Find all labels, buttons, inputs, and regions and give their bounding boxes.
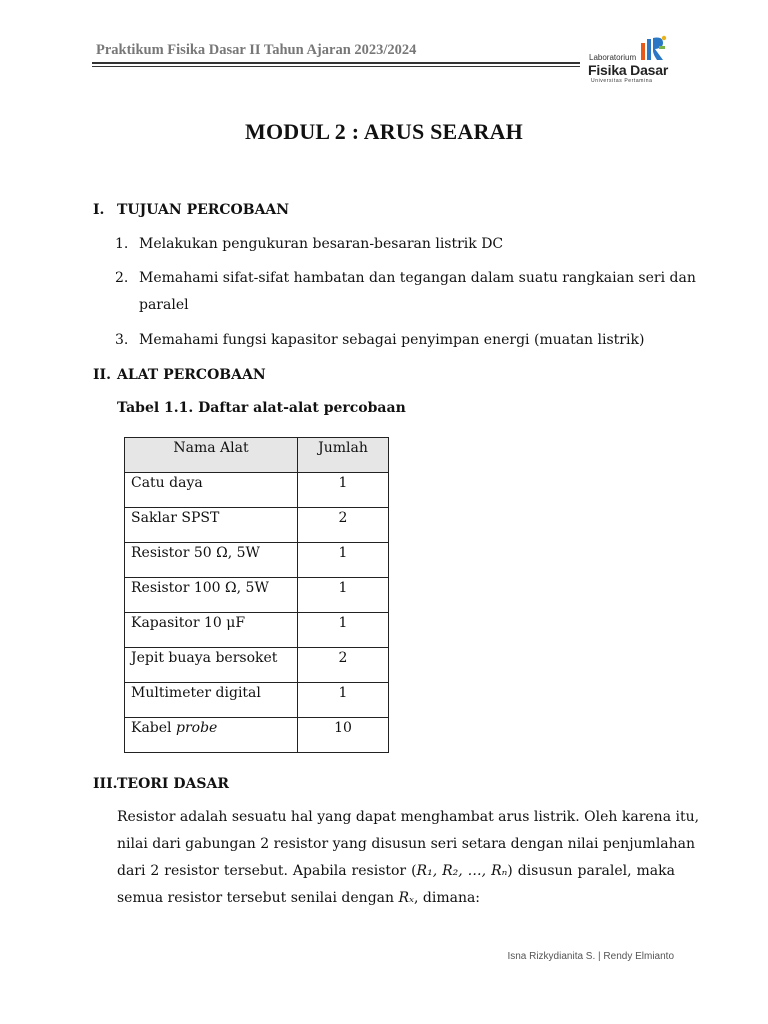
list-number: 2. xyxy=(115,270,129,286)
paragraph-line: nilai dari gabungan 2 resistor yang disusun seri setara dengan nilai penjumlahan xyxy=(117,836,696,852)
table-cell-name: Saklar SPST xyxy=(125,508,298,543)
section-number: III. xyxy=(93,776,118,792)
table-cell-name: Catu daya xyxy=(125,473,298,508)
table-cell-name: Jepit buaya bersoket xyxy=(125,648,298,683)
table-cell-qty: 1 xyxy=(298,613,389,648)
section-title: ALAT PERCOBAAN xyxy=(117,367,266,383)
logo-text-sub: Universitas Pertamina xyxy=(591,78,653,84)
table-caption: Tabel 1.1. Daftar alat-alat percobaan xyxy=(117,400,406,416)
logo-text-big: Fisika Dasar xyxy=(588,62,669,78)
list-text-continued: paralel xyxy=(139,297,189,313)
paragraph-line xyxy=(117,890,675,906)
table-cell-qty: 1 xyxy=(298,578,389,613)
table-row xyxy=(125,508,389,543)
table-row xyxy=(125,613,389,648)
table-cell-name: Resistor 50 Ω, 5W xyxy=(125,543,298,578)
table-cell-qty: 1 xyxy=(298,543,389,578)
logo-text-small: Laboratorium xyxy=(589,53,637,62)
text-run: semua resistor tersebut senilai dengan xyxy=(117,890,399,906)
math-inline: R₁, R₂, …, Rₙ xyxy=(416,863,508,879)
table-cell-name: Kapasitor 10 μF xyxy=(125,613,298,648)
text-run: dari 2 resistor tersebut. Apabila resistor ( xyxy=(117,863,417,879)
lab-logo-icon xyxy=(639,34,669,62)
table-header-qty: Jumlah xyxy=(298,438,389,473)
table-row xyxy=(125,543,389,578)
header-rule-thin xyxy=(92,66,580,67)
table-row xyxy=(125,578,389,613)
document-title: MODUL 2 : ARUS SEARAH xyxy=(244,119,523,144)
text-run: ) disusun paralel, maka xyxy=(507,863,675,879)
table-cell-qty: 2 xyxy=(298,648,389,683)
section-number: II. xyxy=(93,367,111,383)
table-row xyxy=(125,473,389,508)
paragraph-line: Resistor adalah sesuatu hal yang dapat menghambat arus listrik. Oleh karena itu, xyxy=(117,809,700,825)
list-number: 1. xyxy=(115,236,129,252)
table-row xyxy=(125,648,389,683)
table-cell-qty: 2 xyxy=(298,508,389,543)
paragraph-line xyxy=(117,863,675,879)
section-title: TEORI DASAR xyxy=(117,776,229,792)
running-header: Praktikum Fisika Dasar II Tahun Ajaran 2023/2024 xyxy=(96,42,417,58)
math-inline: Rₓ xyxy=(398,890,414,906)
cable-name: Kabel xyxy=(131,720,172,736)
list-text: Memahami fungsi kapasitor sebagai penyimpan energi (muatan listrik) xyxy=(139,332,645,348)
section-number: I. xyxy=(93,202,105,218)
table-cell-name xyxy=(125,718,298,753)
page-footer: Isna Rizkydianita S. | Rendy Elmianto xyxy=(507,951,674,962)
table-cell-qty: 10 xyxy=(298,718,389,753)
table-cell-qty: 1 xyxy=(298,473,389,508)
section-title: TUJUAN PERCOBAAN xyxy=(117,202,290,218)
table-header-row xyxy=(125,438,389,473)
cable-name-italic: probe xyxy=(175,720,218,736)
lab-logo xyxy=(585,34,677,84)
table-cell-name: Multimeter digital xyxy=(125,683,298,718)
header-rule-thick xyxy=(92,62,580,64)
table-header-name: Nama Alat xyxy=(125,438,298,473)
list-number: 3. xyxy=(115,332,129,348)
list-text: Melakukan pengukuran besaran-besaran listrik DC xyxy=(139,236,504,252)
list-text: Memahami sifat-sifat hambatan dan tegangan dalam suatu rangkaian seri dan xyxy=(139,270,696,286)
text-run: , dimana: xyxy=(413,890,481,906)
equipment-table xyxy=(124,437,389,753)
table-row xyxy=(125,718,389,753)
table-cell-qty: 1 xyxy=(298,683,389,718)
table-row xyxy=(125,683,389,718)
table-cell-name: Resistor 100 Ω, 5W xyxy=(125,578,298,613)
